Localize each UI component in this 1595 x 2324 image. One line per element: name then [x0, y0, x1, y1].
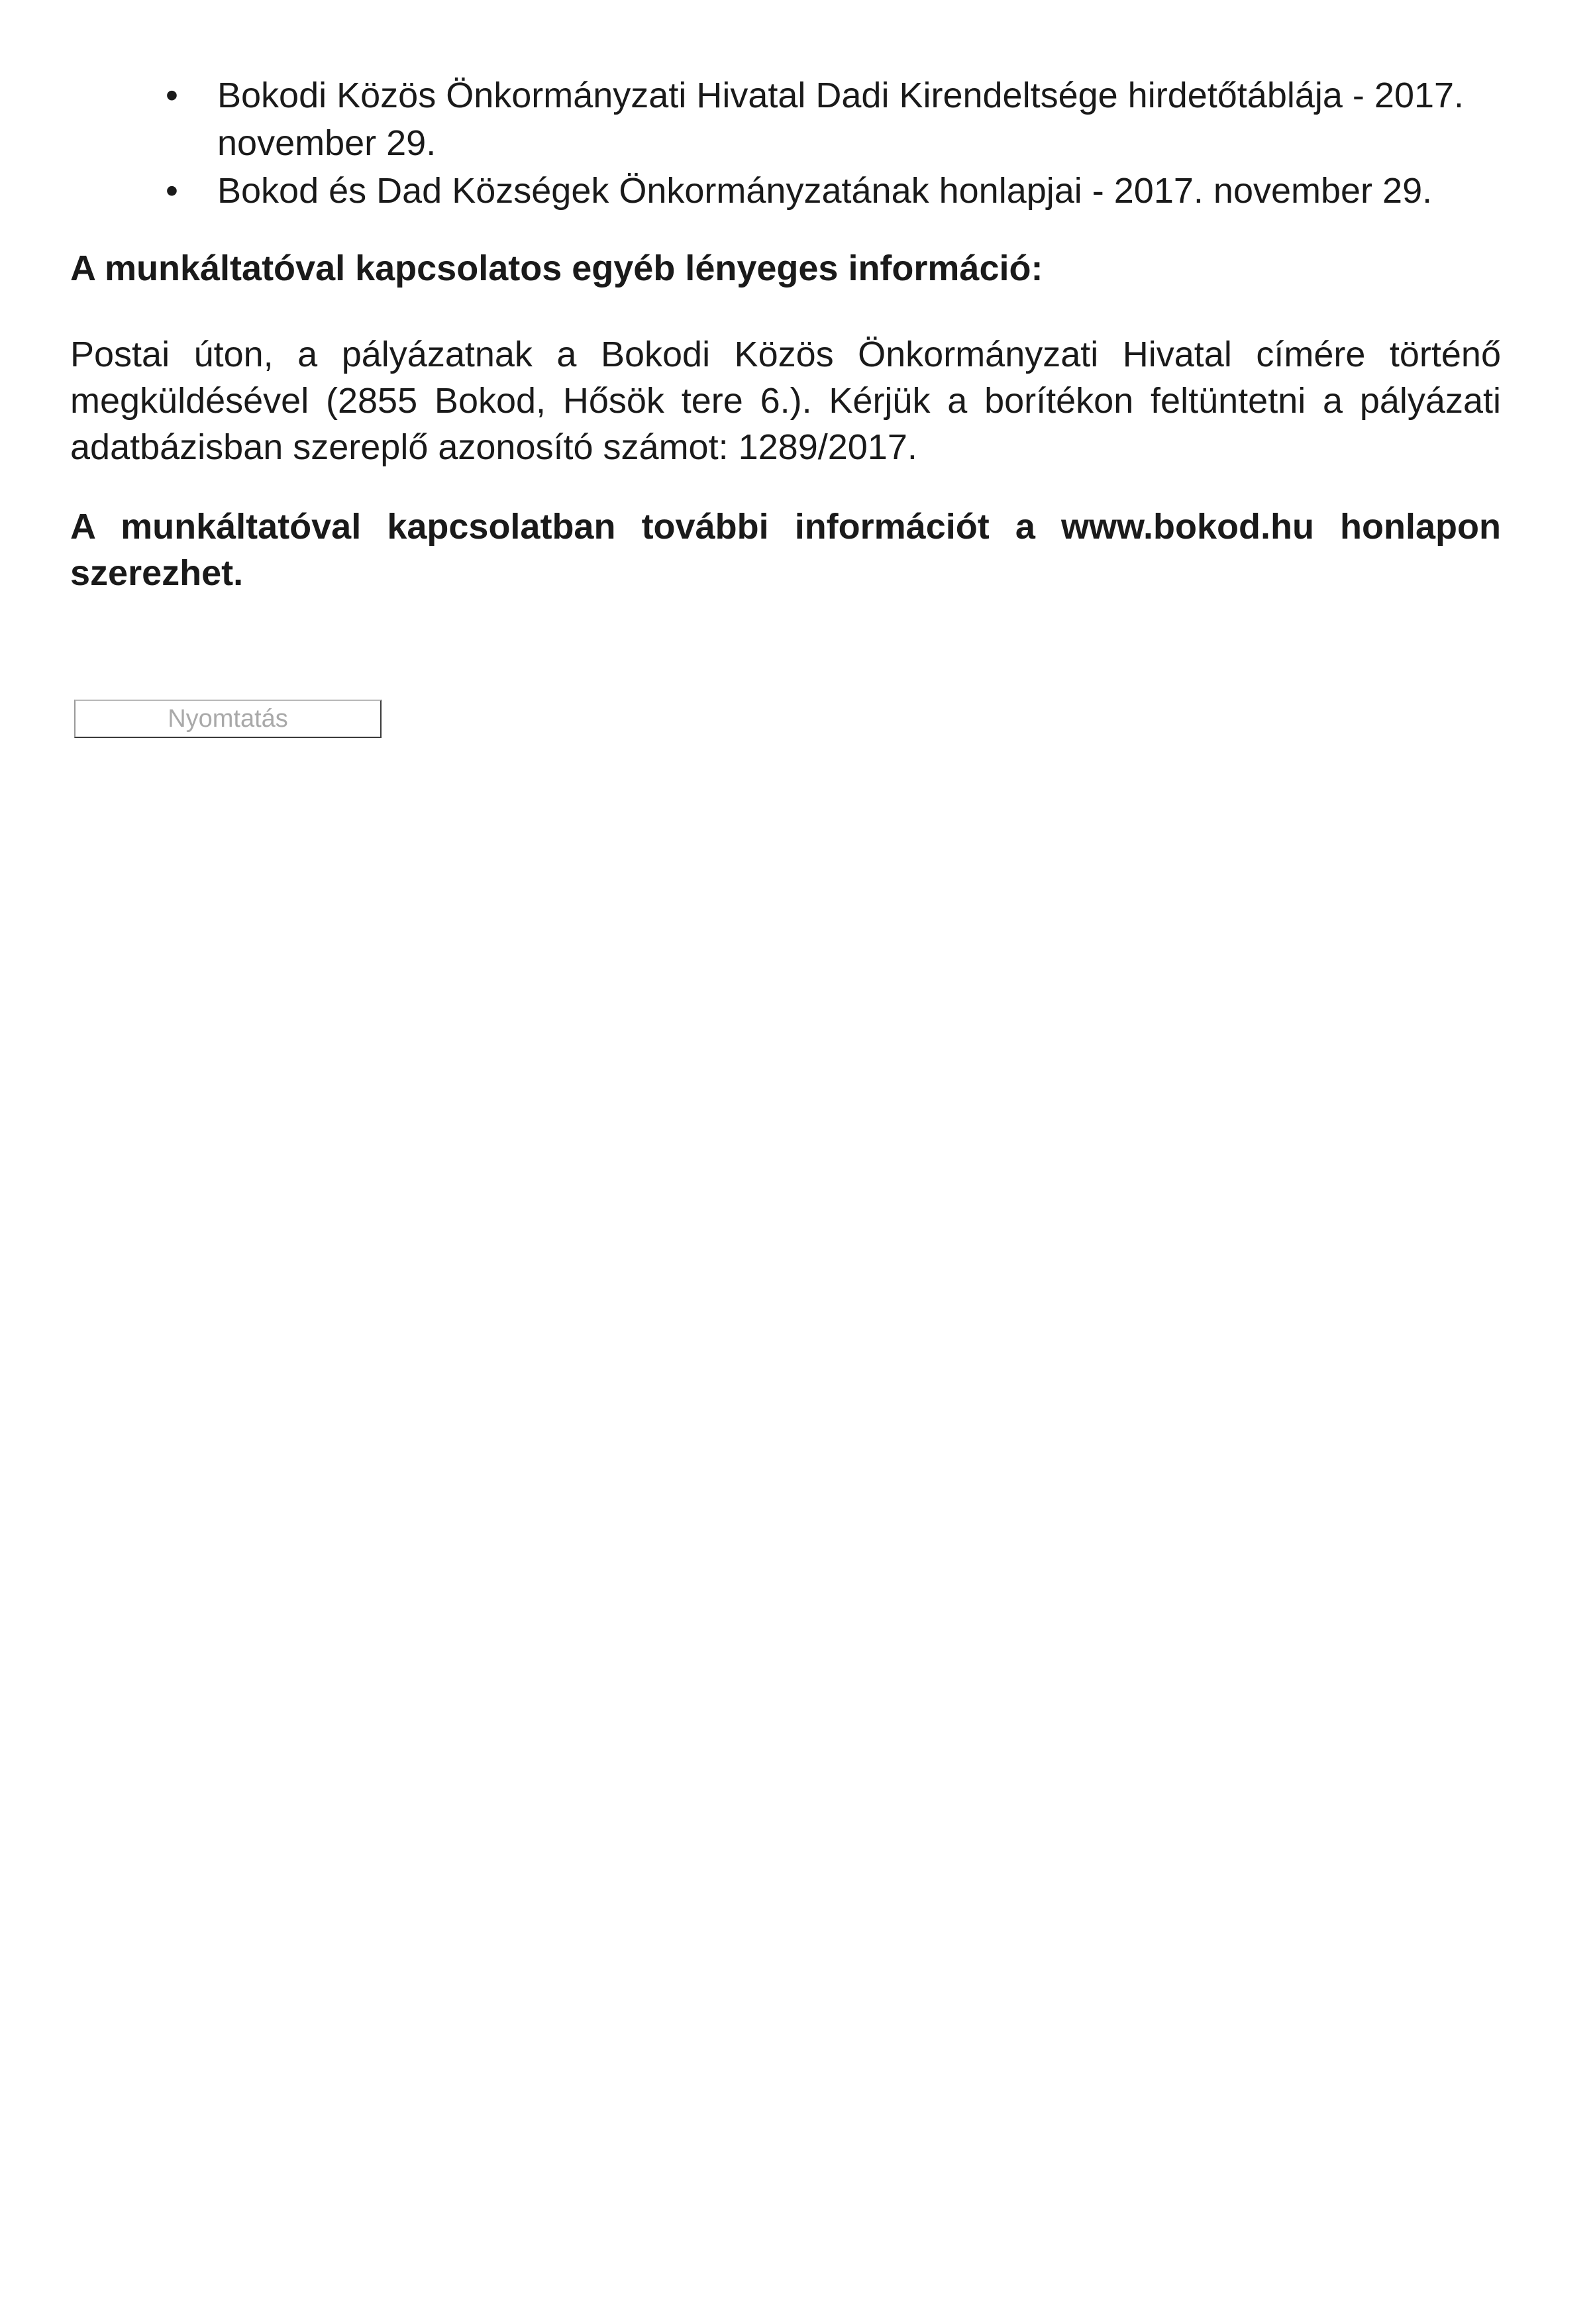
employer-info-paragraph: Postai úton, a pályázatnak a Bokodi Közös Önkormányzati Hivatal címére történő megküldésével (2855 Bokod, Hősök tere 6.). Kérjük a borítékon feltüntetni a pályázati adatbázisban szereplő azonosító számot: 1289/2017. — [70, 335, 1501, 467]
employer-info-heading: A munkáltatóval kapcsolatos egyéb lényeges információ: — [70, 248, 1043, 288]
bullet-icon: • — [166, 76, 178, 115]
bullet-icon: • — [166, 171, 178, 211]
publication-list — [162, 72, 1513, 215]
list-item-text: Bokod és Dad Községek Önkormányzatának honlapjai - 2017. november 29. — [217, 171, 1433, 211]
list-item — [162, 167, 1513, 215]
print-button[interactable]: Nyomtatás — [74, 700, 382, 738]
list-item-text: Bokodi Közös Önkormányzati Hivatal Dadi Kirendeltsége hirdetőtáblája - 2017. november 29. — [217, 76, 1465, 163]
more-info-text: A munkáltatóval kapcsolatban további információt a www.bokod.hu honlapon szerezhet. — [70, 507, 1501, 593]
list-item — [162, 72, 1513, 167]
